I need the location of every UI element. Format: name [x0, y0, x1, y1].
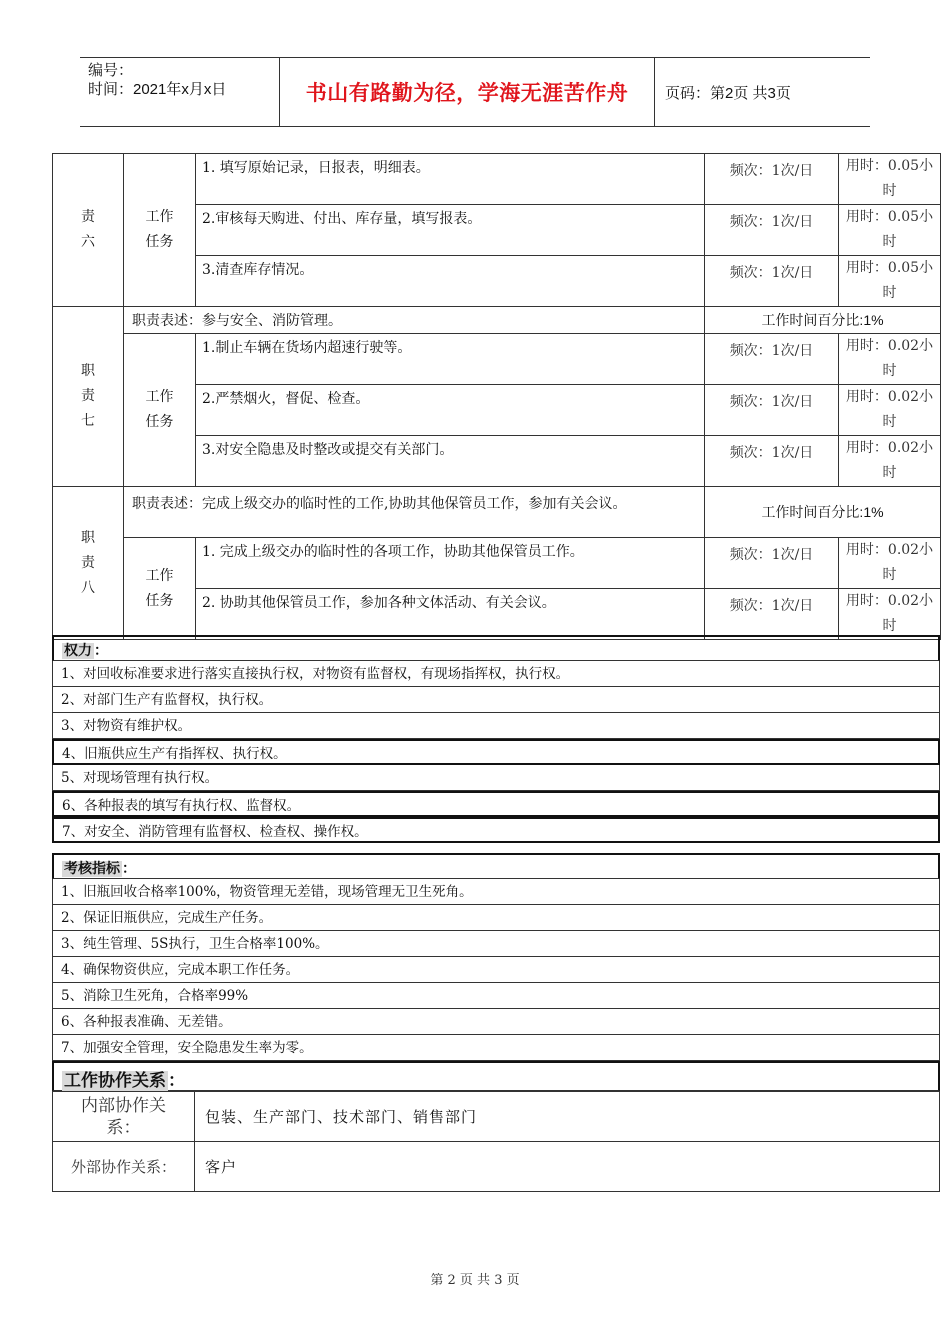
duty6-task-1: 1. 填写原始记录，日报表，明细表。 [196, 154, 705, 205]
duty8-task-1-dur: 用时：0.02小时 [839, 538, 941, 589]
duty6-task-3-freq: 频次：1次/日 [705, 256, 839, 307]
duty6-task-3: 3.清查库存情况。 [196, 256, 705, 307]
kpi-section [52, 853, 940, 1061]
duty6-task-2: 2.审核每天购进、付出、库存量，填写报表。 [196, 205, 705, 256]
power-item: 5、对现场管理有执行权。 [52, 765, 940, 791]
duty8-task-2: 2. 协助其他保管员工作，参加各种文体活动、有关会议。 [196, 589, 705, 640]
powers-title: 权力 ： [52, 635, 940, 661]
header-motto: 书山有路勤为径，学海无涯苦作舟 [280, 58, 655, 126]
kpi-item: 5、消除卫生死角，合格率99% [52, 983, 940, 1009]
kpi-title-text: 考核指标 [64, 861, 120, 877]
duty8-pct: 工作时间百分比:1% [705, 487, 941, 538]
duty7-work-label [124, 334, 196, 487]
duty7-task-3: 3.对安全隐患及时整改或提交有关部门。 [196, 436, 705, 487]
duty7-desc-row [53, 307, 941, 334]
powers-section [52, 635, 940, 843]
duty7-task-1-freq: 频次：1次/日 [705, 334, 839, 385]
coop-title: 工作协作关系 ： [52, 1061, 940, 1091]
coop-table [52, 1091, 940, 1192]
coop-internal-label [53, 1092, 195, 1142]
duty7-label [53, 307, 124, 487]
coop-external-label: 外部协作关系： [53, 1142, 195, 1192]
duty6-work-label [124, 154, 196, 307]
duty7-task-2-freq: 频次：1次/日 [705, 385, 839, 436]
power-item: 1、对回收标准要求进行落实直接执行权，对物资有监督权，有现场指挥权，执行权。 [52, 661, 940, 687]
time-label: 时间：2021年x月x日 [88, 81, 227, 98]
duties-table [52, 153, 941, 640]
duty8-label-text: 职责八 [81, 529, 95, 596]
power-item: 2、对部门生产有监督权，执行权。 [52, 687, 940, 713]
powers-title-text: 权力 [64, 643, 92, 659]
duty6-task-3-dur: 用时：0.05小时 [839, 256, 941, 307]
power-item: 6、各种报表的填写有执行权、监督权。 [52, 791, 940, 817]
duty6-task-1-dur: 用时：0.05小时 [839, 154, 941, 205]
coop-external-row [53, 1142, 940, 1192]
duty8-label [53, 487, 124, 640]
duty6-label-line2: 六 [81, 234, 95, 250]
duty6-label [53, 154, 124, 307]
duty8-task-1: 1. 完成上级交办的临时性的各项工作，协助其他保管员工作。 [196, 538, 705, 589]
duty7-pct: 工作时间百分比:1% [705, 307, 941, 334]
page-header [80, 57, 870, 127]
coop-internal-value: 包装、生产部门、技术部门、销售部门 [195, 1092, 940, 1142]
duty7-task-2-dur: 用时：0.02小时 [839, 385, 941, 436]
duty8-task-1-freq: 频次：1次/日 [705, 538, 839, 589]
duty8-task-2-dur: 用时：0.02小时 [839, 589, 941, 640]
duty7-task-3-dur: 用时：0.02小时 [839, 436, 941, 487]
kpi-item: 3、纯生管理、5S执行，卫生合格率100%。 [52, 931, 940, 957]
duty7-work-label-text: 工作任务 [145, 389, 174, 430]
power-item: 7、对安全、消防管理有监督权、检查权、操作权。 [52, 817, 940, 843]
duty8-work-label [124, 538, 196, 640]
coop-section [52, 1061, 940, 1192]
duty8-work-label-text: 工作任务 [145, 567, 174, 609]
duty7-task-row [53, 334, 941, 385]
duty6-task-2-freq: 频次：1次/日 [705, 205, 839, 256]
duty7-task-1: 1.制止车辆在货场内超速行驶等。 [196, 334, 705, 385]
coop-external-value: 客户 [195, 1142, 940, 1192]
coop-internal-row [53, 1092, 940, 1142]
number-label: 编号： [88, 62, 134, 79]
duty7-task-3-freq: 频次：1次/日 [705, 436, 839, 487]
kpi-item: 6、各种报表准确、无差错。 [52, 1009, 940, 1035]
duty6-task-row [53, 154, 941, 205]
coop-internal-label-text: 内部协作关系： [81, 1095, 166, 1138]
kpi-item: 4、确保物资供应，完成本职工作任务。 [52, 957, 940, 983]
duty8-desc-row [53, 487, 941, 538]
duty8-task-row [53, 538, 941, 589]
duty6-work-label-text: 工作任务 [145, 209, 174, 250]
duty8-desc: 职责表述：完成上级交办的临时性的工作,协助其他保管员工作，参加有关会议。 [124, 487, 705, 538]
coop-title-text: 工作协作关系 [64, 1071, 166, 1091]
power-item: 4、旧瓶供应生产有指挥权、执行权。 [52, 739, 940, 765]
duty8-task-2-freq: 频次：1次/日 [705, 589, 839, 640]
kpi-item: 1、旧瓶回收合格率100%，物资管理无差错，现场管理无卫生死角。 [52, 879, 940, 905]
header-meta [80, 58, 280, 126]
kpi-item: 2、保证旧瓶供应，完成生产任务。 [52, 905, 940, 931]
duty7-task-1-dur: 用时：0.02小时 [839, 334, 941, 385]
header-page-code: 页码：第2页 共3页 [665, 84, 791, 102]
duty7-label-text: 职责七 [81, 363, 95, 429]
kpi-item: 7、加强安全管理，安全隐患发生率为零。 [52, 1035, 940, 1061]
duty6-task-1-freq: 频次：1次/日 [705, 154, 839, 205]
duty6-label-line1: 责 [81, 209, 95, 225]
duty7-task-2: 2.严禁烟火，督促、检查。 [196, 385, 705, 436]
page-footer: 第 2 页 共 3 页 [430, 1273, 520, 1288]
duty7-desc: 职责表述：参与安全、消防管理。 [124, 307, 705, 334]
power-item: 3、对物资有维护权。 [52, 713, 940, 739]
kpi-title: 考核指标 ： [52, 853, 940, 879]
duty6-task-2-dur: 用时：0.05小时 [839, 205, 941, 256]
